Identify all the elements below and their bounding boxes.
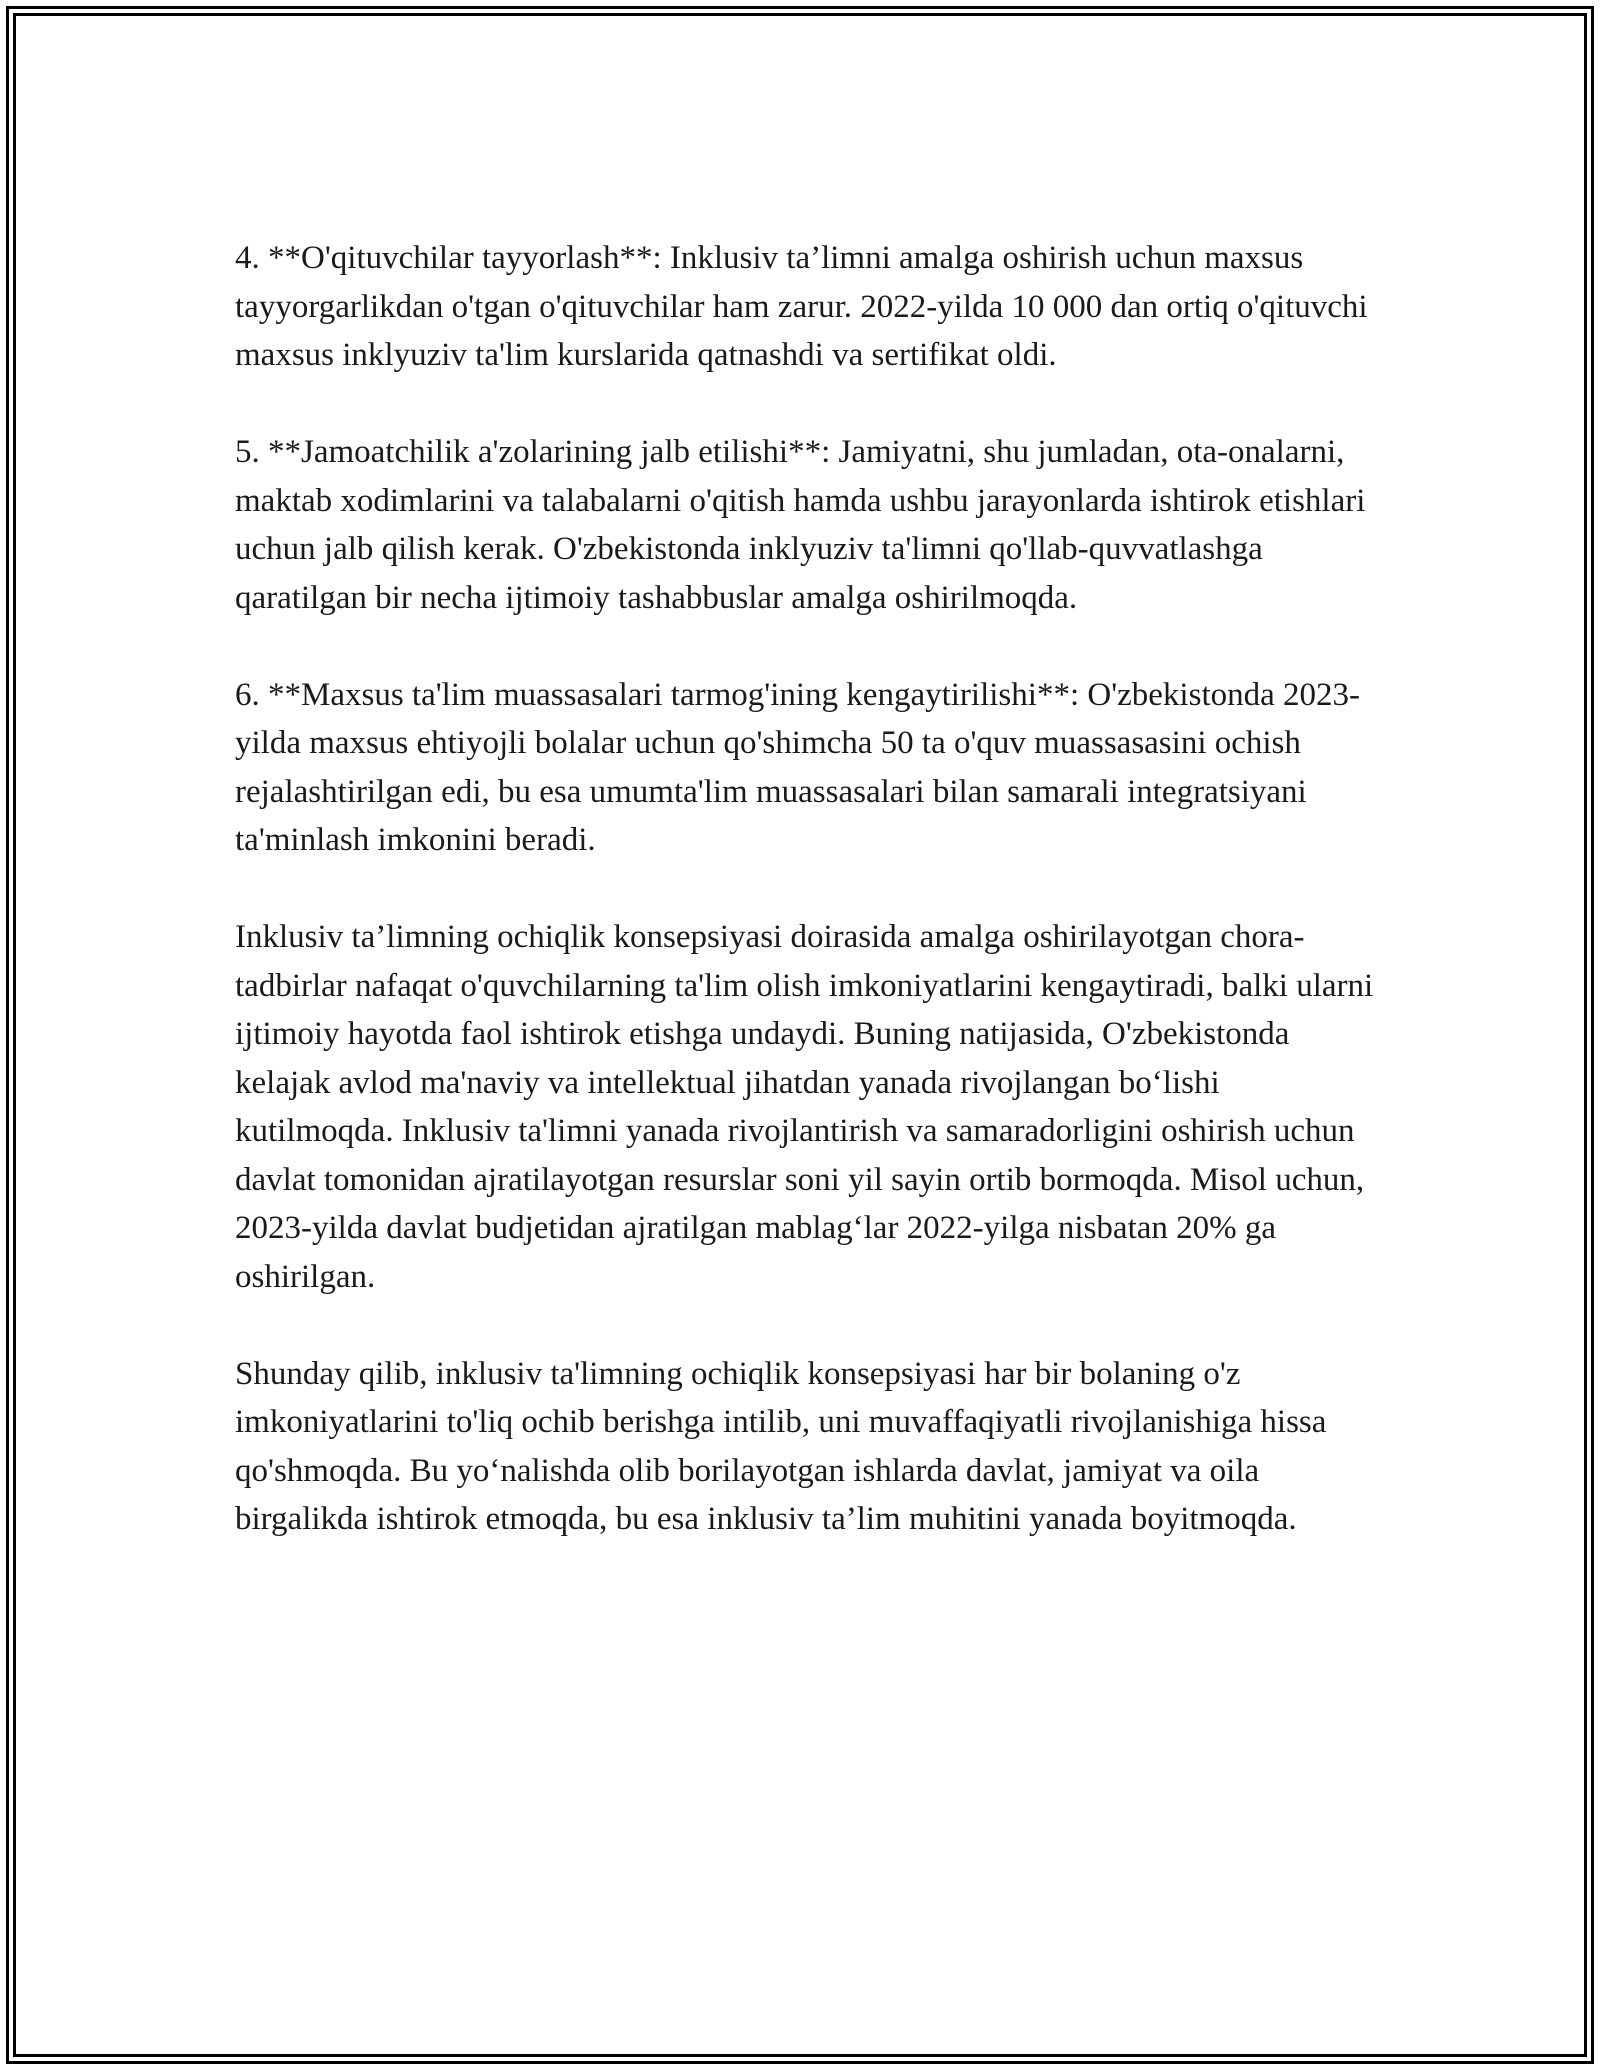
document-body xyxy=(235,234,1385,1592)
paragraph-community-involvement: 5. **Jamoatchilik a'zolarining jalb etilishi**: Jamiyatni, shu jumladan, ota-onalarni, maktab xodimlarini va talabalarni o'qitish hamda ushbu jarayonlarda ishtirok etishlari uchun jalb qilish kerak. O'zbekistonda inklyuziv ta'limni qo'llab-quvvatlashga qaratilgan bir necha ijtimoiy tashabbuslar amalga oshirilmoqda. xyxy=(235,434,1366,616)
paragraph-openness-concept: Inklusiv ta’limning ochiqlik konsepsiyasi doirasida amalga oshirilayotgan chora-tadbirlar nafaqat o'quvchilarning ta'lim olish imkoniyatlarini kengaytiradi, balki ularni ijtimoiy hayotda faol ishtirok etishga undaydi. Buning natijasida, O'zbekistonda kelajak avlod ma'naviy va intellektual jihatdan yanada rivojlangan bo‘lishi kutilmoqda. Inklusiv ta'limni yanada rivojlantirish va samaradorligini oshirish uchun davlat tomonidan ajratilayotgan resurslar soni yil sayin ortib bormoqda. Misol uchun, 2023-yilda davlat budjetidan ajratilgan mablag‘lar 2022-yilga nisbatan 20% ga oshirilgan. xyxy=(235,919,1374,1295)
paragraph-conclusion: Shunday qilib, inklusiv ta'limning ochiqlik konsepsiyasi har bir bolaning o'z imkoniyatlarini to'liq ochib berishga intilib, uni muvaffaqiyatli rivojlanishiga hissa qo'shmoqda. Bu yo‘nalishda olib borilayotgan ishlarda davlat, jamiyat va oila birgalikda ishtirok etmoqda, bu esa inklusiv ta’lim muhitini yanada boyitmoqda. xyxy=(235,1355,1327,1537)
paragraph-teacher-training: 4. **O'qituvchilar tayyorlash**: Inklusiv ta’limni amalga oshirish uchun maxsus tayyorgarlikdan o'tgan o'qituvchilar ham zarur. 2022-yilda 10 000 dan ortiq o'qituvchi maxsus inklyuziv ta'lim kurslarida qatnashdi va sertifikat oldi. xyxy=(235,240,1368,373)
paragraph-special-institutions: 6. **Maxsus ta'lim muassasalari tarmog'ining kengaytirilishi**: O'zbekistonda 2023-yilda maxsus ehtiyojli bolalar uchun qo'shimcha 50 ta o'quv muassasasini ochish rejalashtirilgan edi, bu esa umumta'lim muassasalari bilan samarali integratsiyani ta'minlash imkonini beradi. xyxy=(235,676,1360,858)
